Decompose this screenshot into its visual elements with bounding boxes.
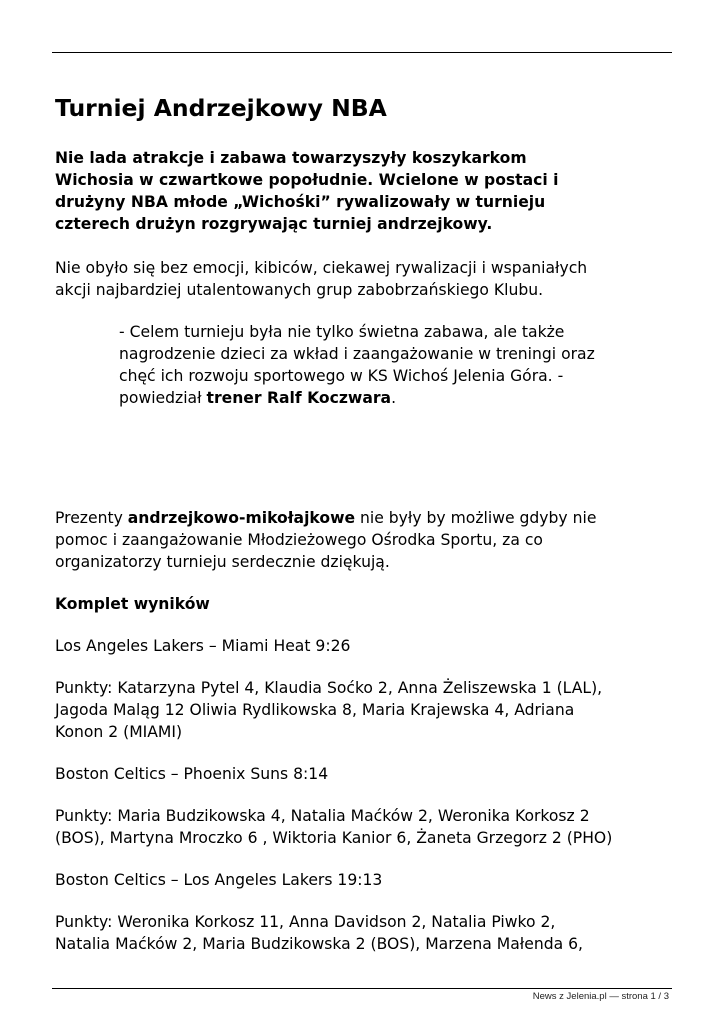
gifts-rest: nie były by możliwe gdyby nie pomoc i zaangażowanie Młodzieżowego Ośrodka Sportu, za co organizatorzy turnieju serdecznie dziękują. <box>55 509 597 571</box>
quote-end: . <box>391 389 397 407</box>
quote-author: trener Ralf Koczwara <box>206 389 392 407</box>
results-heading: Komplet wyników <box>55 595 210 613</box>
match-result: Los Angeles Lakers – Miami Heat 9:26 <box>55 637 351 655</box>
article-body <box>55 92 655 975</box>
match-points: Punkty: Maria Budzikowska 4, Natalia Maćków 2, Weronika Korkosz 2 (BOS), Martyna Mroczko 6 , Wiktoria Kanior 6, Żaneta Grzegorz 2 (PHO) <box>55 807 613 847</box>
page-footer: News z Jelenia.pl — strona 1 / 3 <box>532 991 669 1002</box>
match-result: Boston Celtics – Los Angeles Lakers 19:13 <box>55 871 383 889</box>
coach-quote <box>119 321 655 409</box>
header-rule <box>52 52 672 53</box>
match-points: Punkty: Katarzyna Pytel 4, Klaudia Soćko 2, Anna Żeliszewska 1 (LAL), Jagoda Maląg 12 Oliwia Rydlikowska 8, Maria Krajewska 4, Adriana Konon 2 (MIAMI) <box>55 679 603 741</box>
quote-text: - Celem turnieju była nie tylko świetna zabawa, ale także nagrodzenie dzieci za wkład i zaangażowanie w treningi oraz chęć ich rozwoju sportowego w KS Wichoś Jelenia Góra. - powiedział <box>119 323 595 407</box>
match-points: Punkty: Weronika Korkosz 11, Anna Davidson 2, Natalia Piwko 2, Natalia Maćków 2, Maria Budzikowska 2 (BOS), Marzena Małenda 6, <box>55 913 583 953</box>
article-paragraph: Nie obyło się bez emocji, kibiców, ciekawej rywalizacji i wspaniałych akcji najbardziej utalentowanych grup zabobrzańskiego Klubu. <box>55 259 588 299</box>
footer-rule <box>52 988 672 989</box>
gifts-bold: andrzejkowo-mikołajkowe <box>127 509 356 527</box>
gifts-paragraph <box>55 507 655 573</box>
article-lead: Nie lada atrakcje i zabawa towarzyszyły koszykarkom Wichosia w czwartkowe popołudnie. Wcielone w postaci i drużyny NBA młode „Wichośki” rywalizowały w turnieju czterech drużyn rozgrywając turniej andrzejkowy. <box>55 149 559 233</box>
article-title: Turniej Andrzejkowy NBA <box>55 94 387 122</box>
gifts-prefix: Prezenty <box>55 509 128 527</box>
match-result: Boston Celtics – Phoenix Suns 8:14 <box>55 765 329 783</box>
